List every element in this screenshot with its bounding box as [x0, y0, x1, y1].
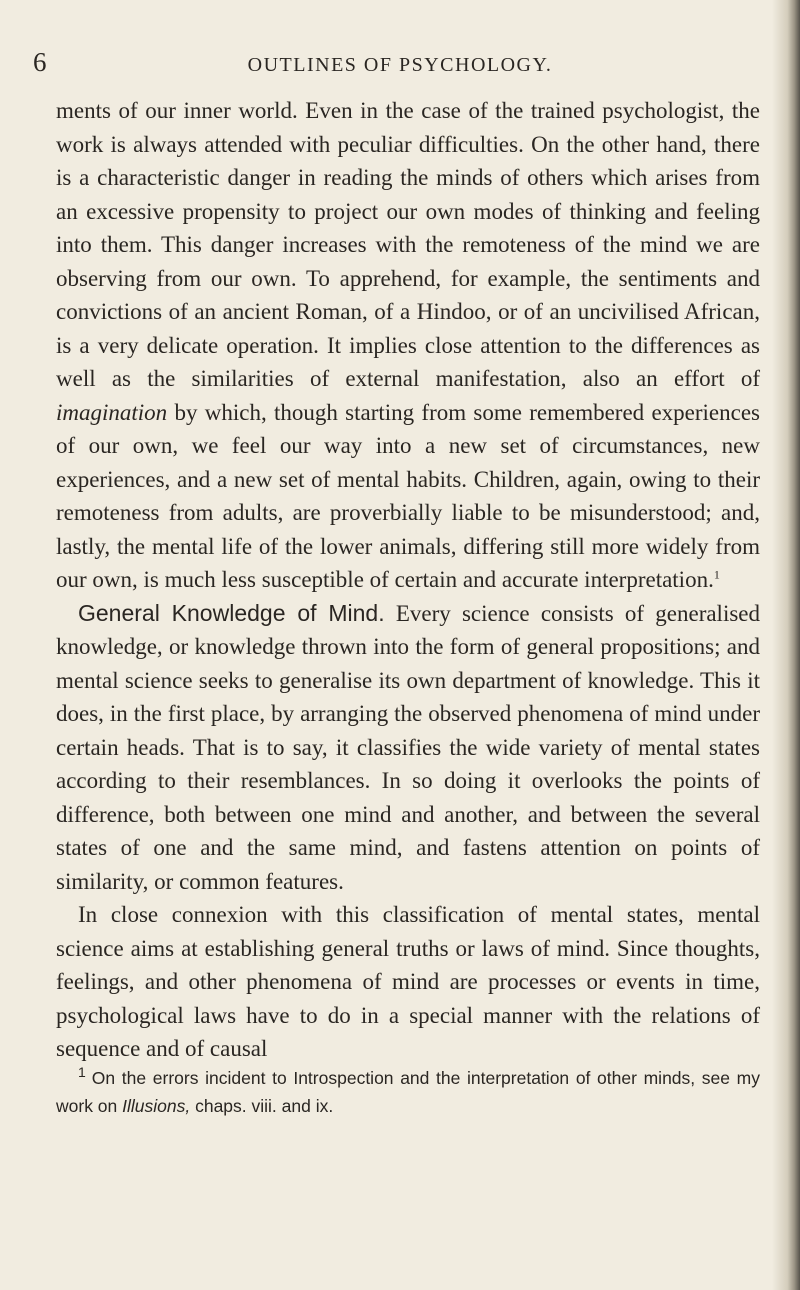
paragraph-1-text-b: by which, though starting from some remembered experiences of our own, we feel our way into a new set of circumstances, new experiences, and a new set of mental habits. Children, again, owing to their remoteness from adults, are proverbially liable to be misunderstood; and, lastly, the mental life of the lower animals, differing still more widely from our own, is much less susceptible of certain and accurate interpretation.	[56, 399, 760, 592]
page-number: 6	[33, 47, 47, 77]
footnote-1	[56, 1064, 760, 1120]
paragraph-1	[56, 94, 760, 597]
paragraph-1-text-a: ments of our inner world. Even in the case of the trained psychologist, the work is always attended with peculiar difficulties. On the other hand, there is a characteristic danger in reading the minds of others which arises from an excessive propensity to project our own modes of thinking and feeling into them. This danger increases with the remoteness of the mind we are observing from our own. To apprehend, for example, the sentiments and convictions of an ancient Roman, of a Hindoo, or of an uncivilised African, is a very delicate operation. It implies close attention to the differences as well as the similarities of external manifestation, also an effort of	[56, 98, 760, 391]
body-text	[56, 94, 760, 1066]
footnote-text-a: On the errors incident to Introspection and the interpretation of other minds, see my work on	[56, 1068, 760, 1116]
footnote-mark: 1	[78, 1064, 86, 1081]
page-edge-shadow	[772, 0, 800, 1290]
footnote	[56, 1064, 760, 1120]
paragraph-2	[56, 597, 760, 899]
footnote-reference: 1	[713, 567, 720, 582]
running-title: OUTLINES OF PSYCHOLOGY.	[247, 54, 553, 76]
paragraph-2-text: Every science consists of generalised knowledge, or knowledge thrown into the form of general propositions; and mental science seeks to generalise its own department of knowledge. This it does, in the first place, by arranging the observed phenomena of mind under certain heads. That is to say, it classifies the wide variety of mental states according to their resemblances. In so doing it overlooks the points of difference, both between one mind and another, and between the several states of one and the same mind, and fastens attention on points of similarity, or common features.	[56, 600, 760, 894]
imagination-emphasis: imagination	[56, 399, 168, 425]
footnote-text-b: chaps. viii. and ix.	[190, 1096, 334, 1116]
footnote-illusions-title: Illusions,	[122, 1096, 191, 1116]
section-heading-general-knowledge: General Knowledge of Mind.	[78, 599, 385, 626]
page-header	[0, 45, 800, 81]
paragraph-3: In close connexion with this classification of mental states, mental science aims at establishing general truths or laws of mind. Since thoughts, feelings, and other phenomena of mind are processes or events in time, psychological laws have to do in a special manner with the relations of sequence and of causal	[56, 902, 760, 1061]
